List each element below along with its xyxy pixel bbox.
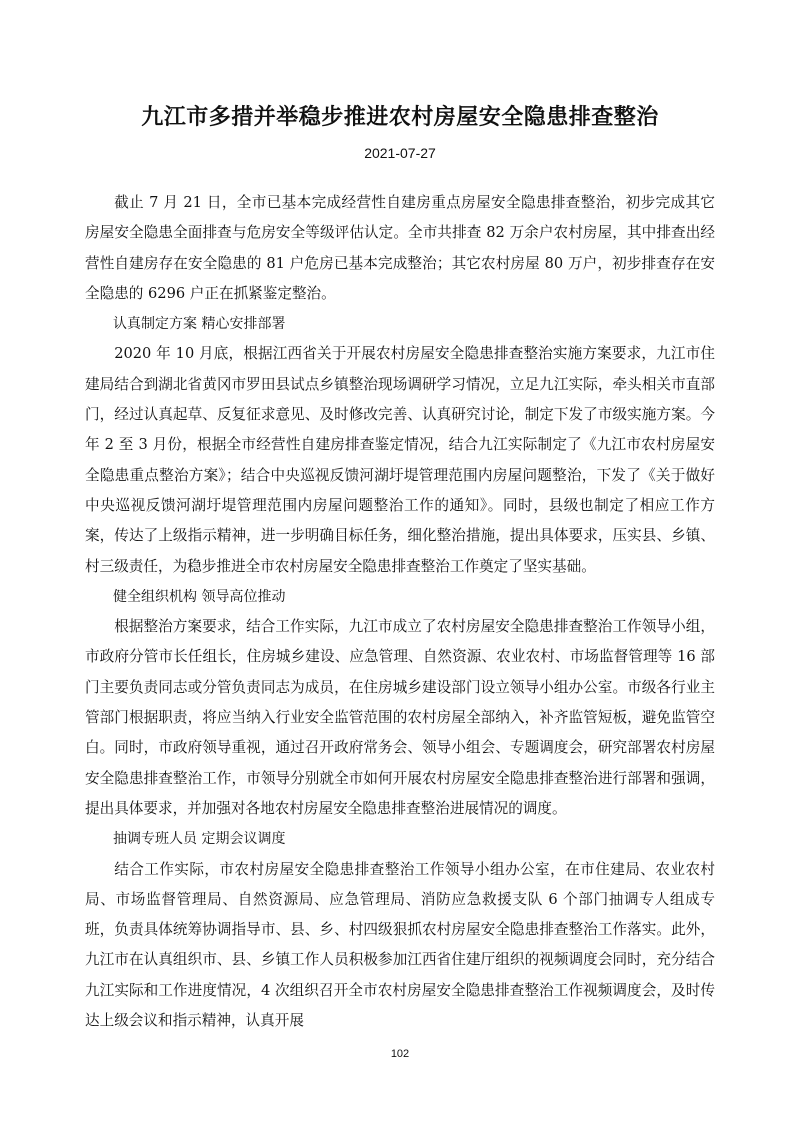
paragraph-plan: 2020 年 10 月底，根据江西省关于开展农村房屋安全隐患排查整治实施方案要求，九江市住建局结合到湖北省黄冈市罗田县试点乡镇整治现场调研学习情况，立足九江实际，牵头相关市直部门，经过认真起草、反复征求意见、及时修改完善、认真研究讨论，制定下发了市级实施方案。今年 2 至 3 月份，根据全市经营性自建房排查鉴定情况，结合九江实际制定了《九江市农村房屋安全隐患重点整治方案》；结合中央巡视反馈河湖圩堤管理范围内房屋问题整治，下发了《关于做好中央巡视反馈河湖圩堤管理范围内房屋问题整治工作的通知》。同时，县级也制定了相应工作方案，传达了上级指示精神，进一步明确目标任务，细化整治措施，提出具体要求，压实县、乡镇、村三级责任，为稳步推进全市农村房屋安全隐患排查整治工作奠定了坚实基础。: [85, 345, 715, 575]
paragraph-staffing: 结合工作实际，市农村房屋安全隐患排查整治工作领导小组办公室，在市住建局、农业农村局、市场监督管理局、自然资源局、应急管理局、消防应急救援支队 6 个部门抽调专人组成专班，负责具体统筹协调指导市、县、乡、村四级狠抓农村房屋安全隐患排查整治工作落实。此外，九江市在认真组织市、县、乡镇工作人员积极参加江西省住建厅组织的视频调度会同时，充分结合九江实际和工作进度情况，4 次组织召开全市农村房屋安全隐患排查整治工作视频调度会，及时传达上级会议和指示精神，认真开展: [85, 860, 715, 1030]
page-number: 102: [390, 1048, 410, 1060]
page-title: 九江市多措并举稳步推进农村房屋安全隐患排查整治: [141, 105, 659, 130]
section-heading-plan: 认真制定方案 精心安排部署: [113, 316, 286, 333]
article-body: [85, 188, 715, 1036]
section-heading-organization: 健全组织机构 领导高位推动: [113, 588, 286, 605]
paragraph-organization: 根据整治方案要求，结合工作实际，九江市成立了农村房屋安全隐患排查整治工作领导小组，市政府分管市长任组长，住房城乡建设、应急管理、自然资源、农业农村、市场监督管理等 16 部门主要负责同志或分管负责同志为成员，在住房城乡建设部门设立领导小组办公室。市级各行业主管部门根据职责，将应当纳入行业安全监管范围的农村房屋全部纳入，补齐监管短板，避免监管空白。同时，市政府领导重视，通过召开政府常务会、领导小组会、专题调度会，研究部署农村房屋安全隐患排查整治工作，市领导分别就全市如何开展农村房屋安全隐患排查整治进行部署和强调，提出具体要求，并加强对各地农村房屋安全隐患排查整治进展情况的调度。: [85, 618, 715, 817]
section-heading-staffing: 抽调专班人员 定期会议调度: [113, 831, 286, 848]
paragraph-summary: 截止 7 月 21 日，全市已基本完成经营性自建房重点房屋安全隐患排查整治，初步完成其它房屋安全隐患全面排查与危房安全等级评估认定。全市共排查 82 万余户农村房屋，其中排查出经营性自建房存在安全隐患的 81 户危房已基本完成整治；其它农村房屋 80 万户，初步排查存在安全隐患的 6296 户正在抓紧鉴定整治。: [85, 194, 715, 302]
publish-date: 2021-07-27: [364, 145, 436, 161]
